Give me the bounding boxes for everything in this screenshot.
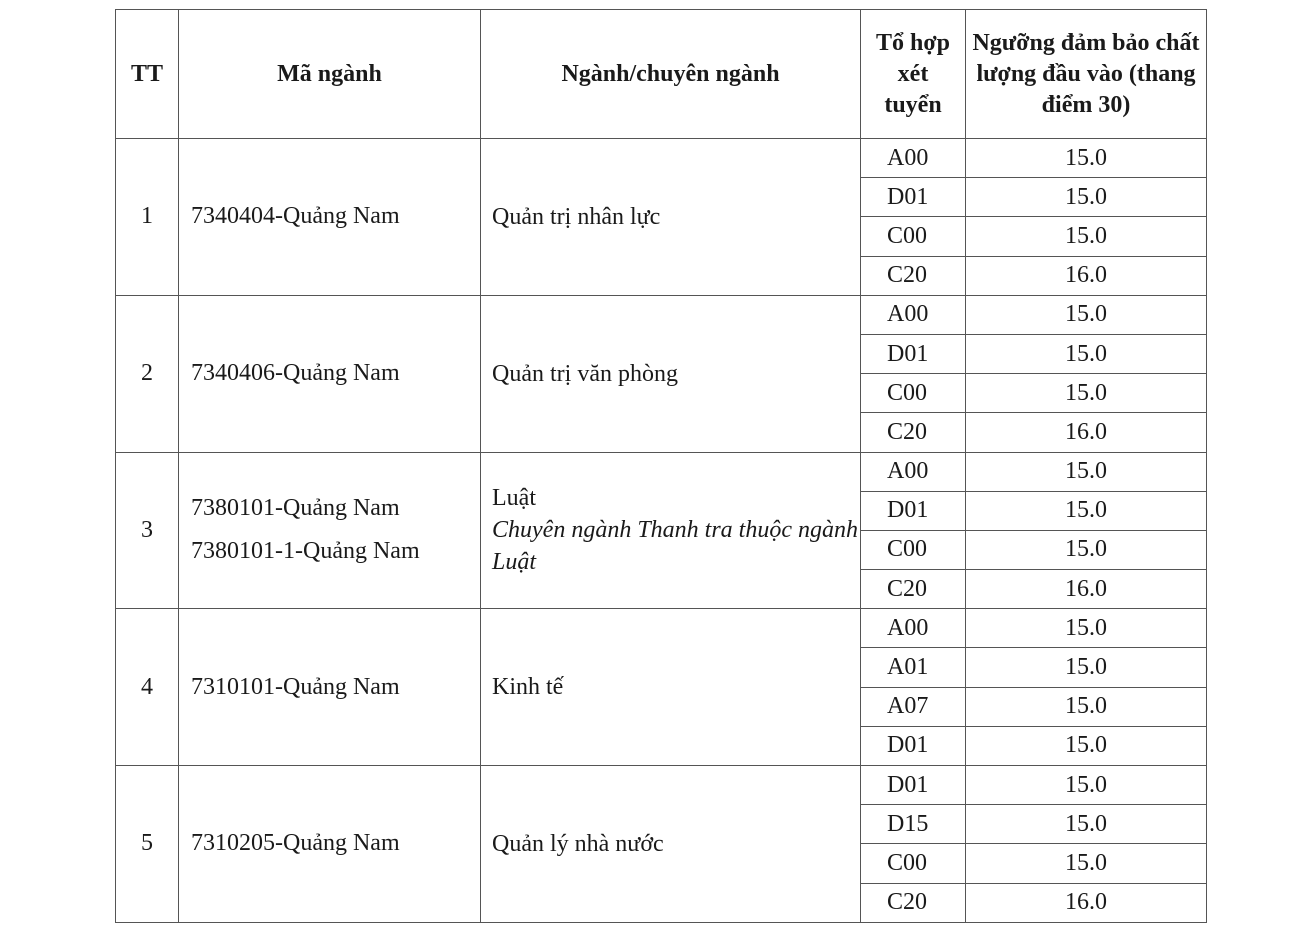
table-row: [116, 609, 1207, 648]
admission-threshold-table: [115, 9, 1207, 923]
subject-combination: D01: [861, 178, 966, 217]
major-code-cell: [179, 295, 481, 452]
table-body: [116, 139, 1207, 923]
threshold-score: 15.0: [966, 178, 1207, 217]
subject-combination: A01: [861, 648, 966, 687]
threshold-score: 16.0: [966, 413, 1207, 452]
subject-combination: C20: [861, 413, 966, 452]
subject-combination: D01: [861, 334, 966, 373]
threshold-score: 15.0: [966, 766, 1207, 805]
threshold-score: 15.0: [966, 139, 1207, 178]
table-row: [116, 139, 1207, 178]
subject-combination: A00: [861, 452, 966, 491]
subject-combination: C00: [861, 217, 966, 256]
major-name-cell: [481, 609, 861, 766]
major-code-cell: [179, 766, 481, 923]
subject-combination: A00: [861, 139, 966, 178]
major-code: 7340404-Quảng Nam: [191, 203, 400, 230]
table-row: [116, 295, 1207, 334]
threshold-score: 15.0: [966, 530, 1207, 569]
subject-combination: D01: [861, 491, 966, 530]
major-name-cell: [481, 766, 861, 923]
threshold-score: 15.0: [966, 334, 1207, 373]
major-name-cell: [481, 452, 861, 609]
major-code-cell: [179, 452, 481, 609]
threshold-score: 15.0: [966, 805, 1207, 844]
major-code: 7310101-Quảng Nam: [191, 673, 400, 700]
subject-combination: D01: [861, 726, 966, 765]
row-number: 4: [116, 609, 179, 766]
subject-combination: C00: [861, 530, 966, 569]
major-code: 7310205-Quảng Nam: [191, 830, 400, 857]
threshold-score: 16.0: [966, 570, 1207, 609]
threshold-score: 16.0: [966, 883, 1207, 922]
subject-combination: A07: [861, 687, 966, 726]
specialization-name: Chuyên ngành Thanh tra thuộc ngành Luật: [492, 517, 858, 576]
header-row: [116, 10, 1207, 139]
threshold-score: 15.0: [966, 374, 1207, 413]
subject-combination: A00: [861, 609, 966, 648]
subject-combination: C20: [861, 570, 966, 609]
major-name-cell: [481, 295, 861, 452]
major-name: Kinh tế: [492, 674, 564, 701]
threshold-score: 16.0: [966, 256, 1207, 295]
row-number: 3: [116, 452, 179, 609]
threshold-score: 15.0: [966, 726, 1207, 765]
subject-combination: D01: [861, 766, 966, 805]
major-code-cell: [179, 609, 481, 766]
threshold-score: 15.0: [966, 687, 1207, 726]
subject-combination: A00: [861, 295, 966, 334]
major-code-cell: [179, 139, 481, 296]
threshold-score: 15.0: [966, 217, 1207, 256]
header-code: Mã ngành: [179, 10, 481, 139]
header-major: Ngành/chuyên ngành: [481, 10, 861, 139]
table-row: [116, 766, 1207, 805]
header-tt: TT: [116, 10, 179, 139]
threshold-score: 15.0: [966, 491, 1207, 530]
major-name-cell: [481, 139, 861, 296]
subject-combination: C00: [861, 844, 966, 883]
major-name: Quản trị văn phòng: [492, 360, 678, 387]
subject-combination: C20: [861, 256, 966, 295]
major-code: 7340406-Quảng Nam: [191, 360, 400, 387]
table-row: [116, 452, 1207, 491]
threshold-score: 15.0: [966, 648, 1207, 687]
subject-combination: C20: [861, 883, 966, 922]
header-threshold: Ngưỡng đảm bảo chất lượng đầu vào (thang điểm 30): [966, 10, 1207, 139]
major-name: Quản trị nhân lực: [492, 203, 661, 230]
row-number: 1: [116, 139, 179, 296]
threshold-score: 15.0: [966, 609, 1207, 648]
threshold-score: 15.0: [966, 452, 1207, 491]
subject-combination: D15: [861, 805, 966, 844]
subject-combination: C00: [861, 374, 966, 413]
row-number: 5: [116, 766, 179, 923]
threshold-score: 15.0: [966, 295, 1207, 334]
row-number: 2: [116, 295, 179, 452]
major-name: Luật: [492, 485, 536, 512]
major-name: Quản lý nhà nước: [492, 830, 664, 857]
threshold-score: 15.0: [966, 844, 1207, 883]
header-combo: Tổ hợp xét tuyển: [861, 10, 966, 139]
major-code: 7380101-1-Quảng Nam: [191, 538, 420, 565]
major-code: 7380101-Quảng Nam: [191, 495, 400, 522]
